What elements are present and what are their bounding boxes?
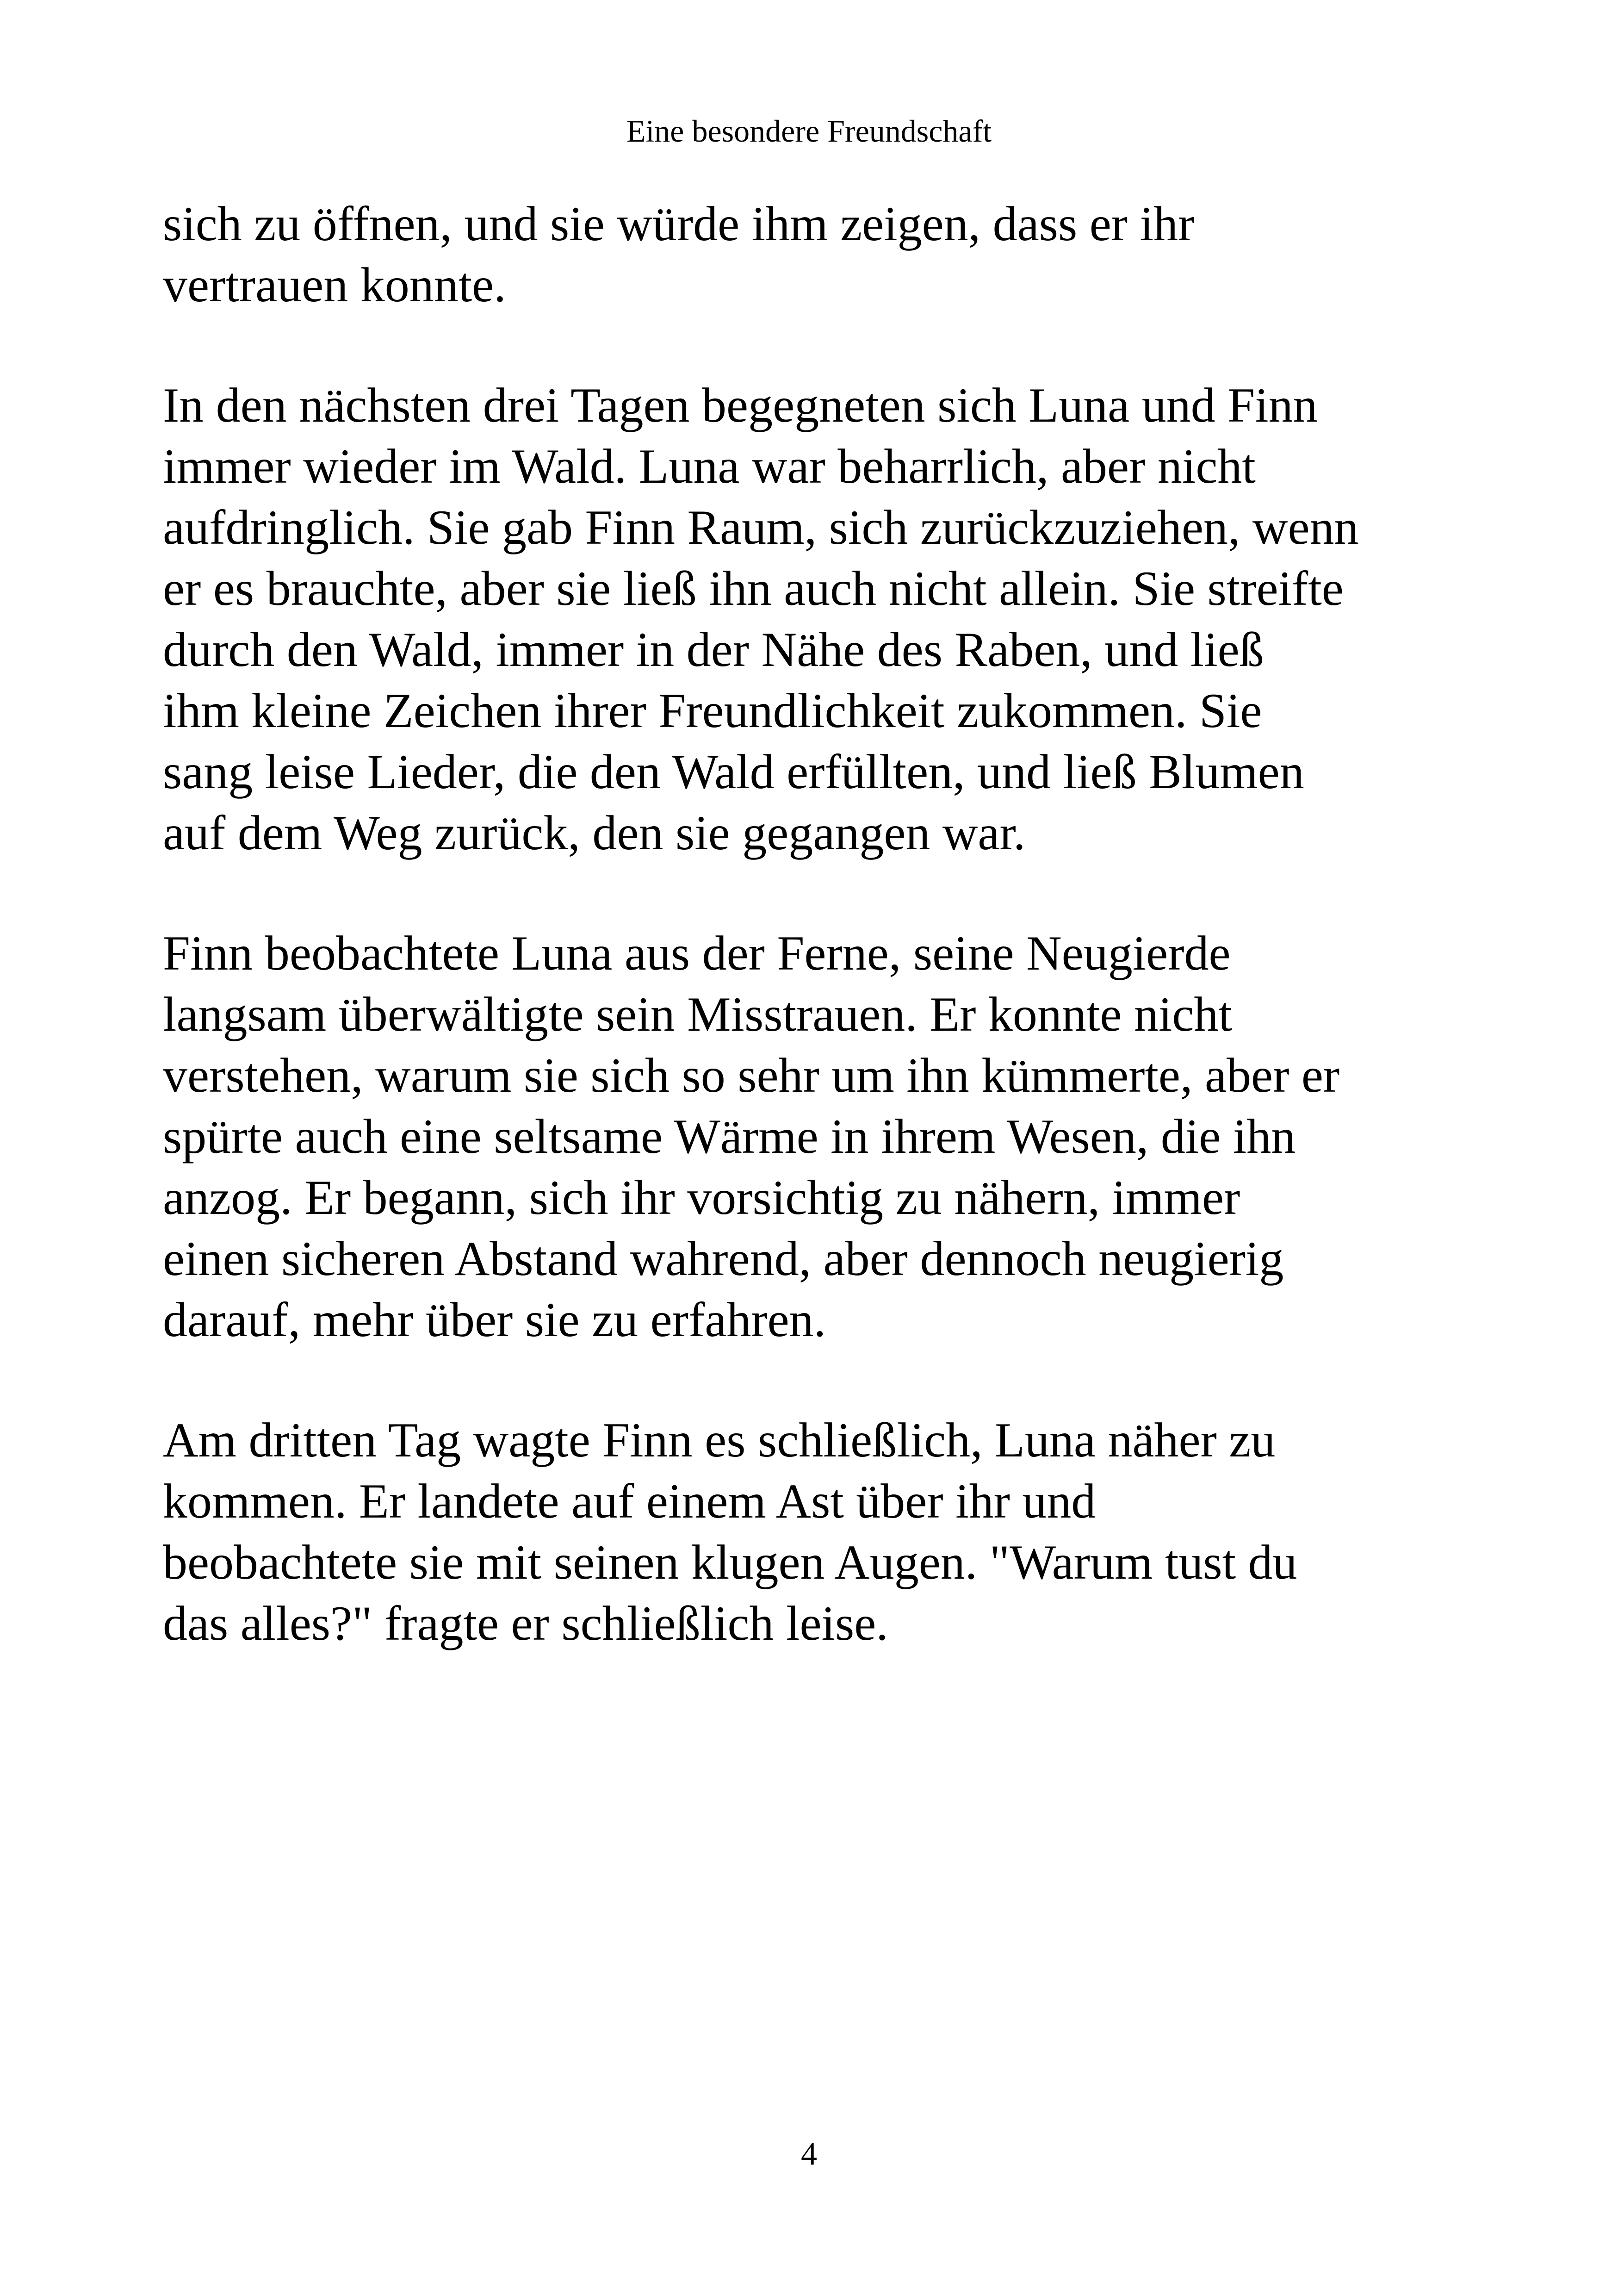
text-line: er es brauchte, aber sie ließ ihn auch nicht allein. Sie streifte	[163, 561, 1344, 616]
text-line: kommen. Er landete auf einem Ast über ihr und	[163, 1474, 1096, 1528]
page-number: 4	[801, 2136, 817, 2172]
text-line: Am dritten Tag wagte Finn es schließlich, Luna näher zu	[163, 1413, 1276, 1467]
paragraph-4	[163, 1410, 1454, 1654]
text-line: immer wieder im Wald. Luna war beharrlich, aber nicht	[163, 439, 1256, 493]
text-line: Finn beobachtete Luna aus der Ferne, seine Neugierde	[163, 926, 1231, 980]
text-line: darauf, mehr über sie zu erfahren.	[163, 1293, 826, 1347]
text-line: aufdringlich. Sie gab Finn Raum, sich zurückzuziehen, wenn	[163, 500, 1359, 554]
text-line: das alles?" fragte er schließlich leise.	[163, 1596, 888, 1650]
text-line: beobachtete sie mit seinen klugen Augen. "Warum tust du	[163, 1535, 1297, 1589]
text-line: sich zu öffnen, und sie würde ihm zeigen, dass er ihr	[163, 197, 1195, 251]
text-line: durch den Wald, immer in der Nähe des Raben, und ließ	[163, 622, 1264, 677]
paragraph-3	[163, 923, 1454, 1350]
text-line: spürte auch eine seltsame Wärme in ihrem Wesen, die ihn	[163, 1109, 1296, 1164]
text-line: vertrauen konnte.	[163, 258, 506, 312]
text-line: sang leise Lieder, die den Wald erfüllten, und ließ Blumen	[163, 745, 1304, 799]
text-line: langsam überwältigte sein Misstrauen. Er konnte nicht	[163, 987, 1232, 1041]
text-line: verstehen, warum sie sich so sehr um ihn kümmerte, aber er	[163, 1048, 1340, 1102]
text-line: anzog. Er begann, sich ihr vorsichtig zu nähern, immer	[163, 1170, 1240, 1225]
paragraph-1	[163, 193, 1454, 316]
text-line: einen sicheren Abstand wahrend, aber dennoch neugierig	[163, 1232, 1284, 1286]
body-text	[163, 193, 1454, 1654]
running-header: Eine besondere Freundschaft	[626, 113, 992, 149]
text-line: ihm kleine Zeichen ihrer Freundlichkeit zukommen. Sie	[163, 684, 1262, 738]
text-line: auf dem Weg zurück, den sie gegangen war.	[163, 806, 1026, 860]
text-line: In den nächsten drei Tagen begegneten sich Luna und Finn	[163, 378, 1318, 432]
paragraph-2	[163, 375, 1454, 864]
